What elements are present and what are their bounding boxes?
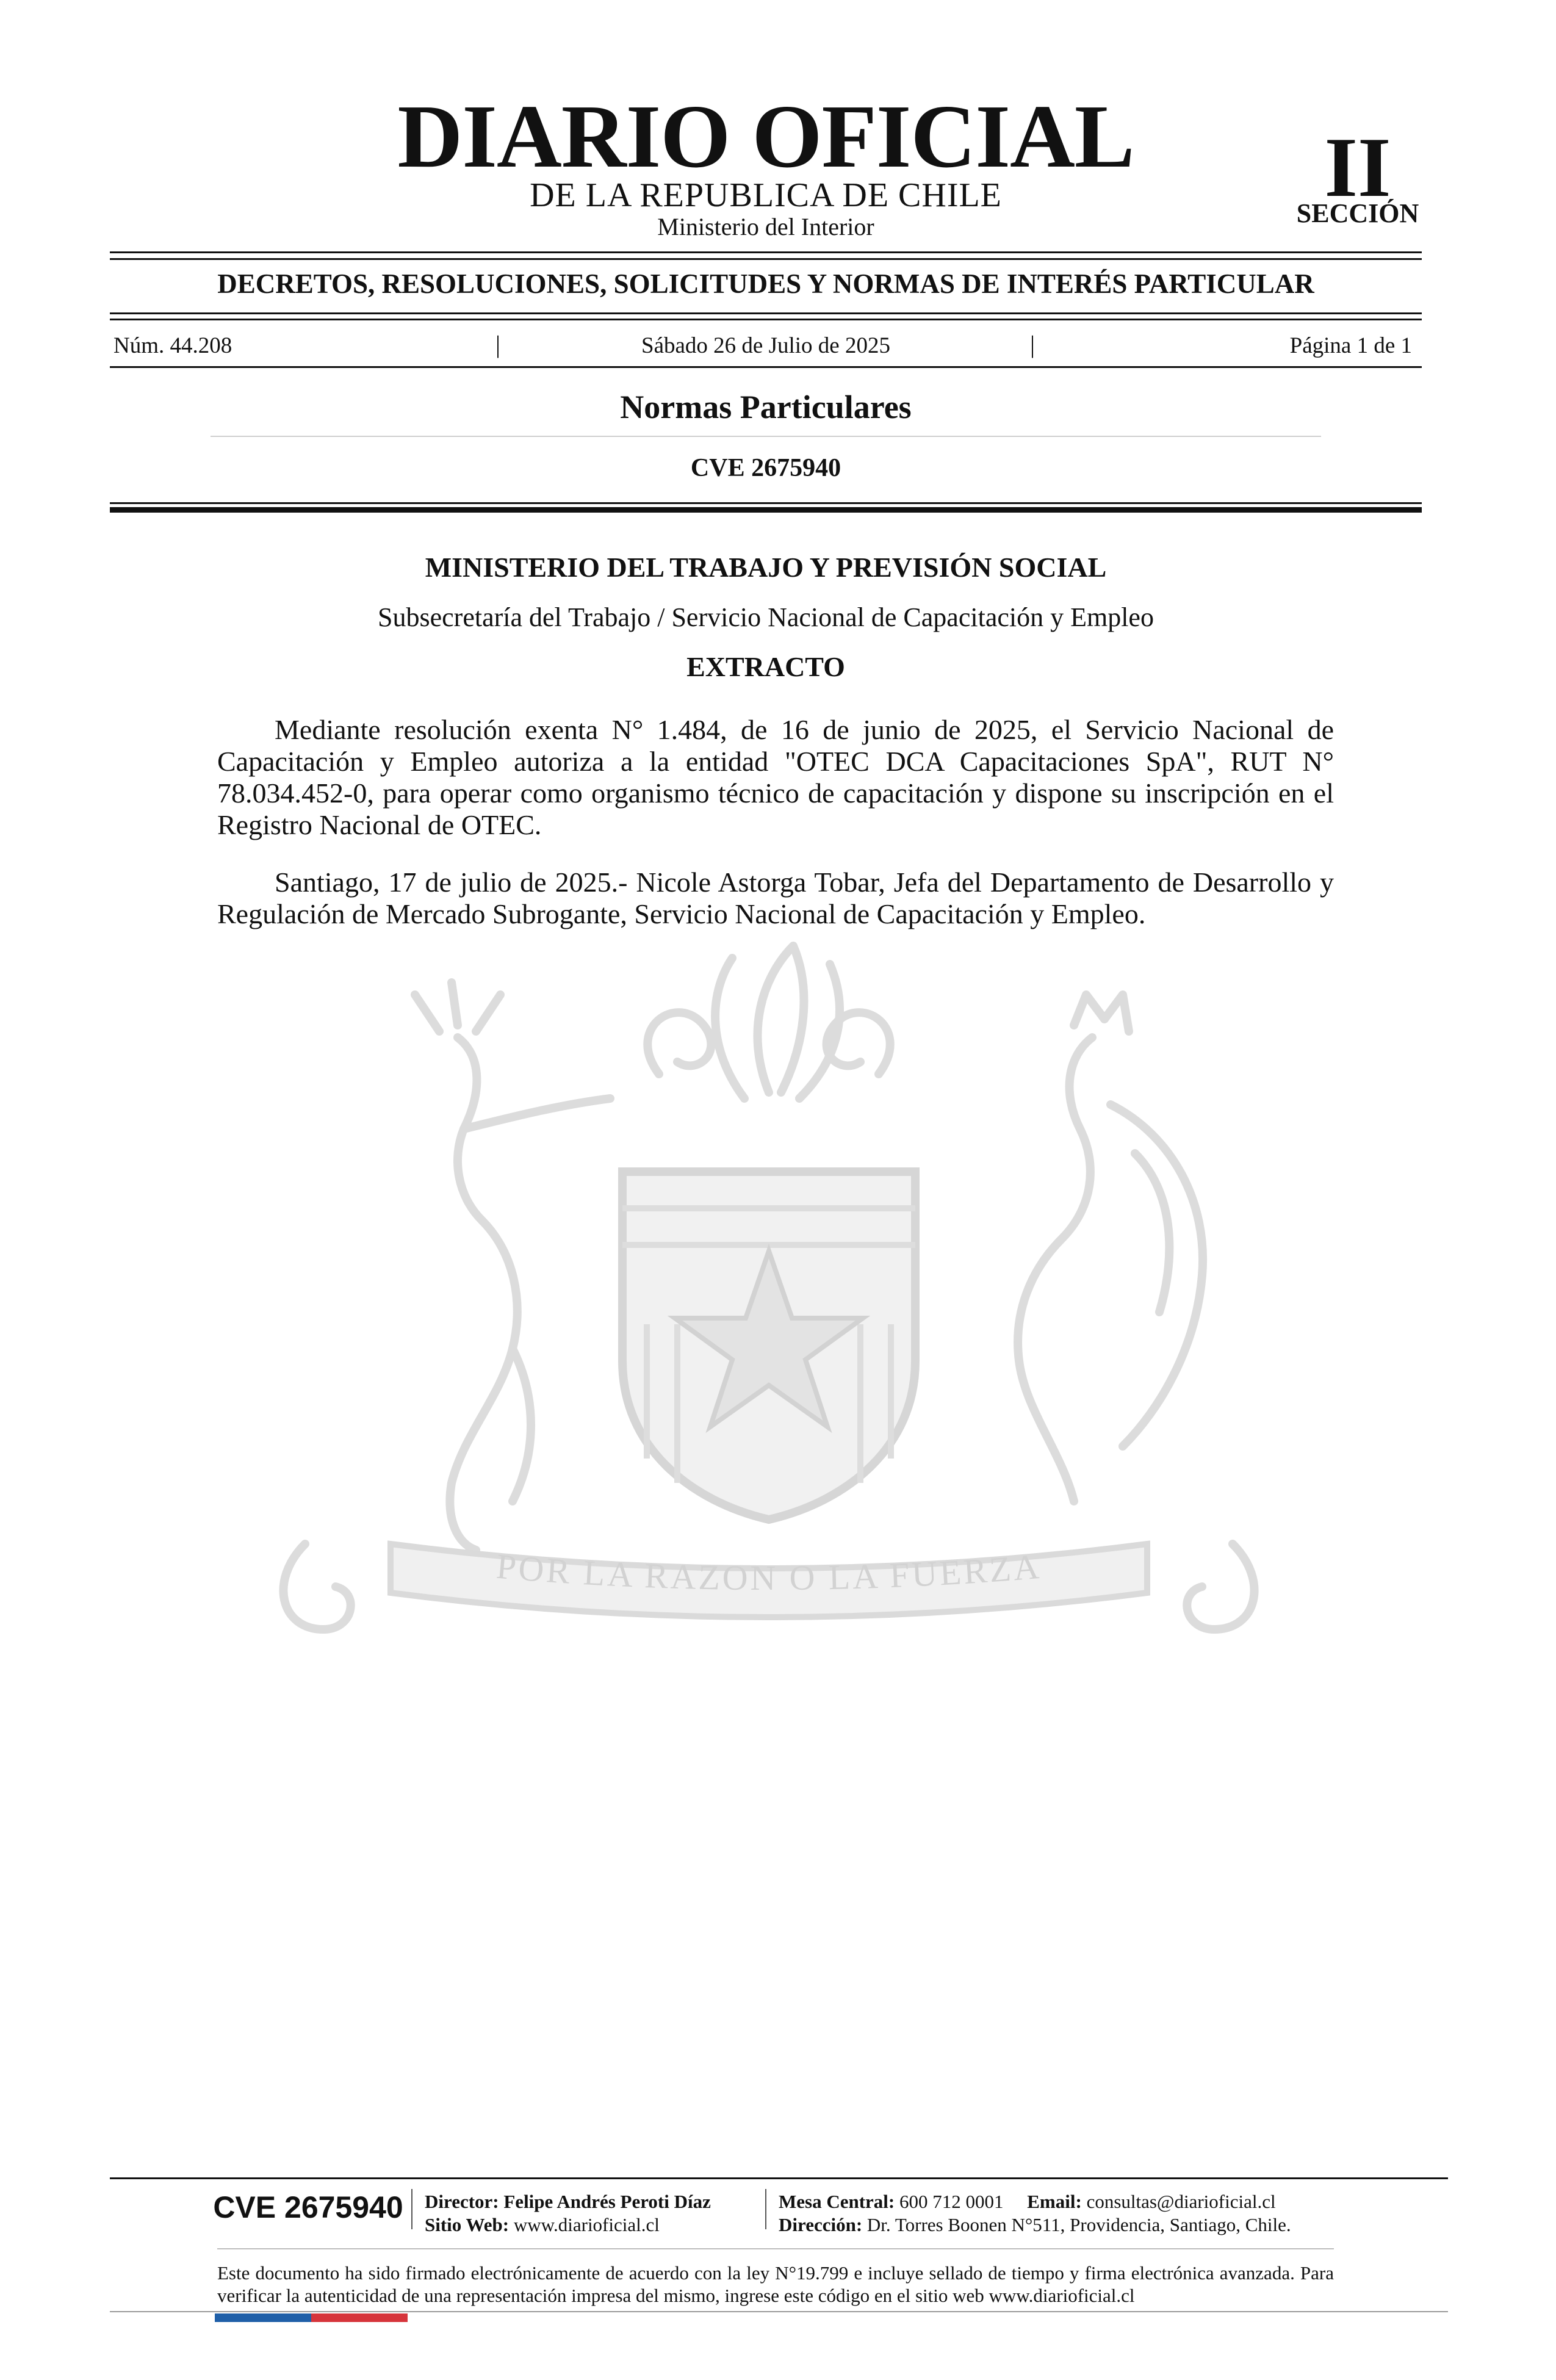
meta-rule	[110, 366, 1422, 368]
footer-divider	[411, 2189, 412, 2229]
header-rule-thin	[110, 502, 1422, 504]
footer-top-rule	[110, 2177, 1448, 2179]
issue-date: Sábado 26 de Julio de 2025	[641, 333, 890, 358]
masthead-rule-1	[110, 251, 1422, 253]
section-title: Normas Particulares	[620, 389, 912, 425]
cve-code: CVE 2675940	[690, 454, 841, 482]
newspaper-ministry: Ministerio del Interior	[657, 213, 874, 240]
subsecretary-line: Subsecretaría del Trabajo / Servicio Nacional de Capacitación y Empleo	[378, 602, 1154, 632]
body-paragraph: Mediante resolución exenta N° 1.484, de 16 de junio de 2025, el Servicio Nacional de Capacitación y Empleo autoriza a la entidad "OTEC DCA Capacitaciones SpA", RUT N° 78.034.452-0, para operar como organismo técnico de capacitación y dispone su inscripción en el Registro Nacional de OTEC.	[217, 714, 1334, 840]
plume-icon	[757, 946, 804, 1092]
footer-cve-code: CVE 2675940	[213, 2190, 403, 2224]
footer-bottom-rule	[110, 2311, 1448, 2312]
section-label: SECCIÓN	[1296, 198, 1419, 228]
shield-icon	[622, 1172, 915, 1520]
meta-separator: |	[1030, 331, 1036, 358]
document-heading: EXTRACTO	[686, 651, 845, 682]
coat-of-arms-watermark	[195, 934, 1342, 1684]
footer-note-rule	[217, 2248, 1334, 2249]
website-link[interactable]: www.diarioficial.cl	[513, 2214, 660, 2235]
footer-legal-note: Este documento ha sido firmado electrónicamente de acuerdo con la ley N°19.799 e incluye sellado de tiempo y firma electrónica avanzada. Para verificar la autenticidad de una representación impresa del mismo, ingrese este código en el sitio web www.diarioficial.cl	[217, 2262, 1334, 2306]
section-title-divider	[211, 436, 1321, 437]
header-rule-thick	[110, 507, 1422, 513]
flag-stripe-blue	[215, 2313, 311, 2322]
footer-contact: Mesa Central: 600 712 0001 Email: consultas@diarioficial.cl	[779, 2191, 1276, 2212]
signature-paragraph: Santiago, 17 de julio de 2025.- Nicole Astorga Tobar, Jefa del Departamento de Desarrollo y Regulación de Mercado Subrogante, Servicio Nacional de Capacitación y Empleo.	[217, 867, 1334, 929]
ministry-heading: MINISTERIO DEL TRABAJO Y PREVISIÓN SOCIAL	[425, 552, 1107, 583]
banner-rule-1	[110, 312, 1422, 314]
footer-director: Director: Felipe Andrés Peroti Díaz	[425, 2191, 711, 2212]
footer-divider	[765, 2189, 766, 2229]
condor-icon	[1018, 1037, 1092, 1501]
issue-number: Núm. 44.208	[113, 333, 232, 358]
banner-rule-2	[110, 319, 1422, 320]
page-indicator: Página 1 de 1	[1289, 333, 1412, 358]
motto-text: POR LA RAZON O LA FUERZA	[495, 1546, 1043, 1598]
meta-separator: |	[495, 331, 501, 358]
newspaper-subtitle: DE LA REPUBLICA DE CHILE	[530, 176, 1002, 214]
newspaper-title: DIARIO OFICIAL	[397, 87, 1134, 187]
section-number: II	[1324, 120, 1391, 215]
footer-website: Sitio Web: www.diarioficial.cl	[425, 2214, 660, 2235]
category-banner: DECRETOS, RESOLUCIONES, SOLICITUDES Y NORMAS DE INTERÉS PARTICULAR	[217, 269, 1314, 299]
flag-stripe-red	[311, 2313, 408, 2322]
footer-address: Dirección: Dr. Torres Boonen N°511, Providencia, Santiago, Chile.	[779, 2214, 1291, 2235]
email-link[interactable]: consultas@diarioficial.cl	[1086, 2191, 1276, 2212]
masthead-rule-2	[110, 258, 1422, 260]
